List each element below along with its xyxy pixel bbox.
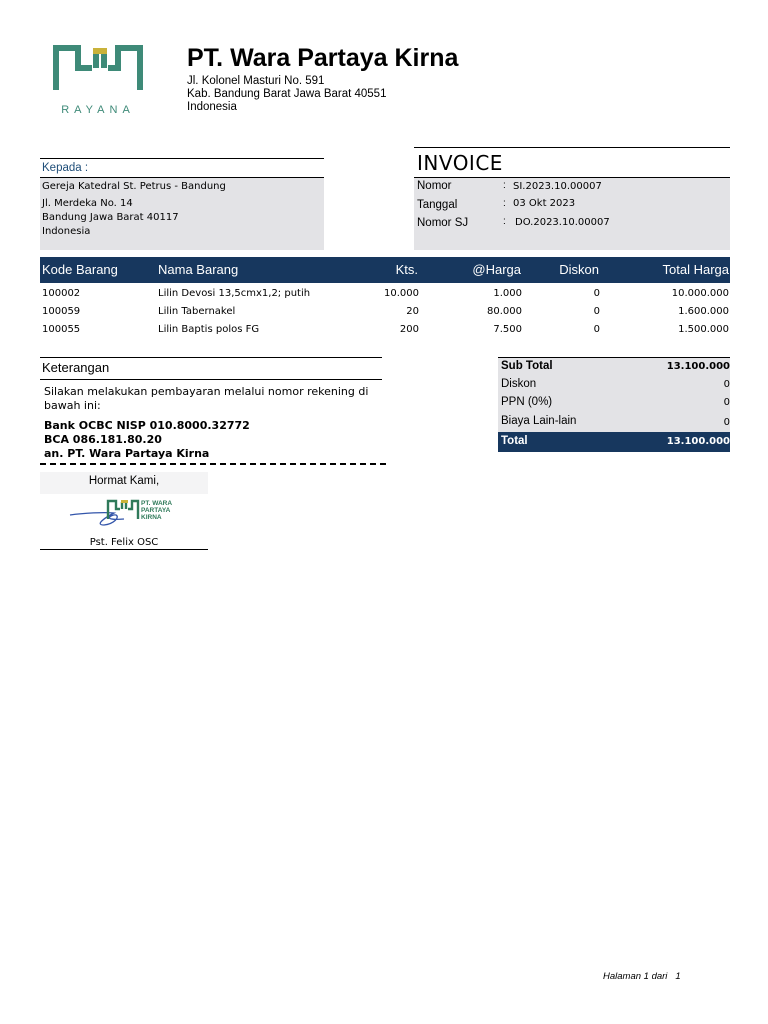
diskon-value: 0 — [723, 379, 730, 390]
divider — [40, 379, 382, 380]
tanggal-label: Tanggal — [417, 199, 458, 211]
total-label: Total — [501, 435, 528, 447]
col-header-diskon: Diskon — [559, 262, 599, 277]
bank-line: an. PT. Wara Partaya Kirna — [44, 447, 210, 460]
cell-harga: 1.000 — [493, 288, 522, 299]
tanggal-value: 03 Okt 2023 — [513, 198, 576, 209]
page-number: Halaman 1 dari 1 — [603, 971, 681, 982]
divider — [414, 147, 730, 148]
stamp-text-line: PT. WARA — [141, 500, 173, 507]
cell-kts: 200 — [399, 324, 419, 335]
kepada-label: Kepada : — [42, 162, 89, 174]
col-header-total: Total Harga — [662, 262, 729, 277]
divider — [40, 158, 324, 159]
cell-harga: 7.500 — [493, 324, 522, 335]
cell-diskon: 0 — [593, 288, 600, 299]
cell-kts: 10.000 — [384, 288, 419, 299]
cell-total: 1.500.000 — [678, 324, 729, 335]
subtotal-value: 13.100.000 — [666, 361, 730, 372]
cell-kode: 100055 — [42, 324, 81, 335]
colon: : — [503, 216, 506, 227]
colon: : — [503, 180, 506, 191]
col-header-nama: Nama Barang — [158, 262, 239, 277]
cell-nama: Lilin Tabernakel — [158, 306, 236, 317]
cell-harga: 80.000 — [487, 306, 522, 317]
table-header — [40, 257, 730, 283]
address-line: Jl. Kolonel Masturi No. 591 — [187, 75, 325, 87]
cell-diskon: 0 — [593, 324, 600, 335]
signature-line — [40, 549, 208, 550]
invoice-title: INVOICE — [417, 151, 503, 175]
keterangan-label: Keterangan — [42, 360, 110, 375]
cell-nama: Lilin Devosi 13,5cmx1,2; putih — [158, 288, 311, 299]
address-line: Indonesia — [187, 101, 237, 113]
cell-kode: 100059 — [42, 306, 81, 317]
closing-greeting: Hormat Kami, — [88, 475, 160, 487]
rayana-logo-icon — [48, 40, 148, 110]
recipient-line: Bandung Jawa Barat 40117 — [42, 212, 179, 223]
company-name: PT. Wara Partaya Kirna — [187, 44, 459, 72]
cell-kode: 100002 — [42, 288, 81, 299]
divider — [40, 357, 382, 358]
company-address — [187, 75, 386, 114]
recipient-line: Gereja Katedral St. Petrus - Bandung — [42, 181, 226, 192]
recipient-line: Indonesia — [42, 226, 91, 237]
nomor-value: SI.2023.10.00007 — [513, 181, 602, 192]
bank-line: Bank OCBC NISP 010.8000.32772 — [44, 419, 250, 432]
subtotal-label: Sub Total — [501, 360, 553, 372]
colon: : — [503, 198, 506, 209]
signatory-name: Pst. Felix OSC — [89, 537, 159, 548]
cell-diskon: 0 — [593, 306, 600, 317]
nomor-sj-label: Nomor SJ — [417, 217, 469, 229]
payment-instruction: Silakan melakukan pembayaran melalui nomor rekening di bawah ini: — [44, 385, 369, 412]
col-header-harga: @Harga — [472, 262, 521, 277]
ppn-value: 0 — [723, 397, 730, 408]
biaya-value: 0 — [723, 417, 730, 428]
address-line: Kab. Bandung Barat Jawa Barat 40551 — [187, 88, 387, 100]
cell-total: 1.600.000 — [678, 306, 729, 317]
col-header-kode: Kode Barang — [42, 262, 118, 277]
col-header-kts: Kts. — [395, 262, 418, 277]
diskon-label: Diskon — [501, 378, 537, 390]
recipient-line: Jl. Merdeka No. 14 — [42, 198, 133, 209]
signature-icon — [64, 495, 184, 531]
dashed-divider — [40, 463, 386, 465]
ppn-label: PPN (0%) — [501, 396, 553, 408]
nomor-sj-value: DO.2023.10.00007 — [515, 217, 610, 228]
nomor-label: Nomor — [417, 180, 452, 192]
biaya-label: Biaya Lain-lain — [501, 415, 577, 427]
stamp-text-line: PARTAYA — [141, 507, 171, 514]
logo-text: RAYANA — [61, 104, 135, 116]
bank-line: BCA 086.181.80.20 — [44, 433, 162, 446]
total-value: 13.100.000 — [666, 436, 730, 447]
cell-kts: 20 — [406, 306, 419, 317]
cell-total: 10.000.000 — [671, 288, 729, 299]
signature-stamp — [64, 495, 184, 531]
cell-nama: Lilin Baptis polos FG — [158, 324, 260, 335]
stamp-text-line: KIRNA — [141, 514, 162, 521]
